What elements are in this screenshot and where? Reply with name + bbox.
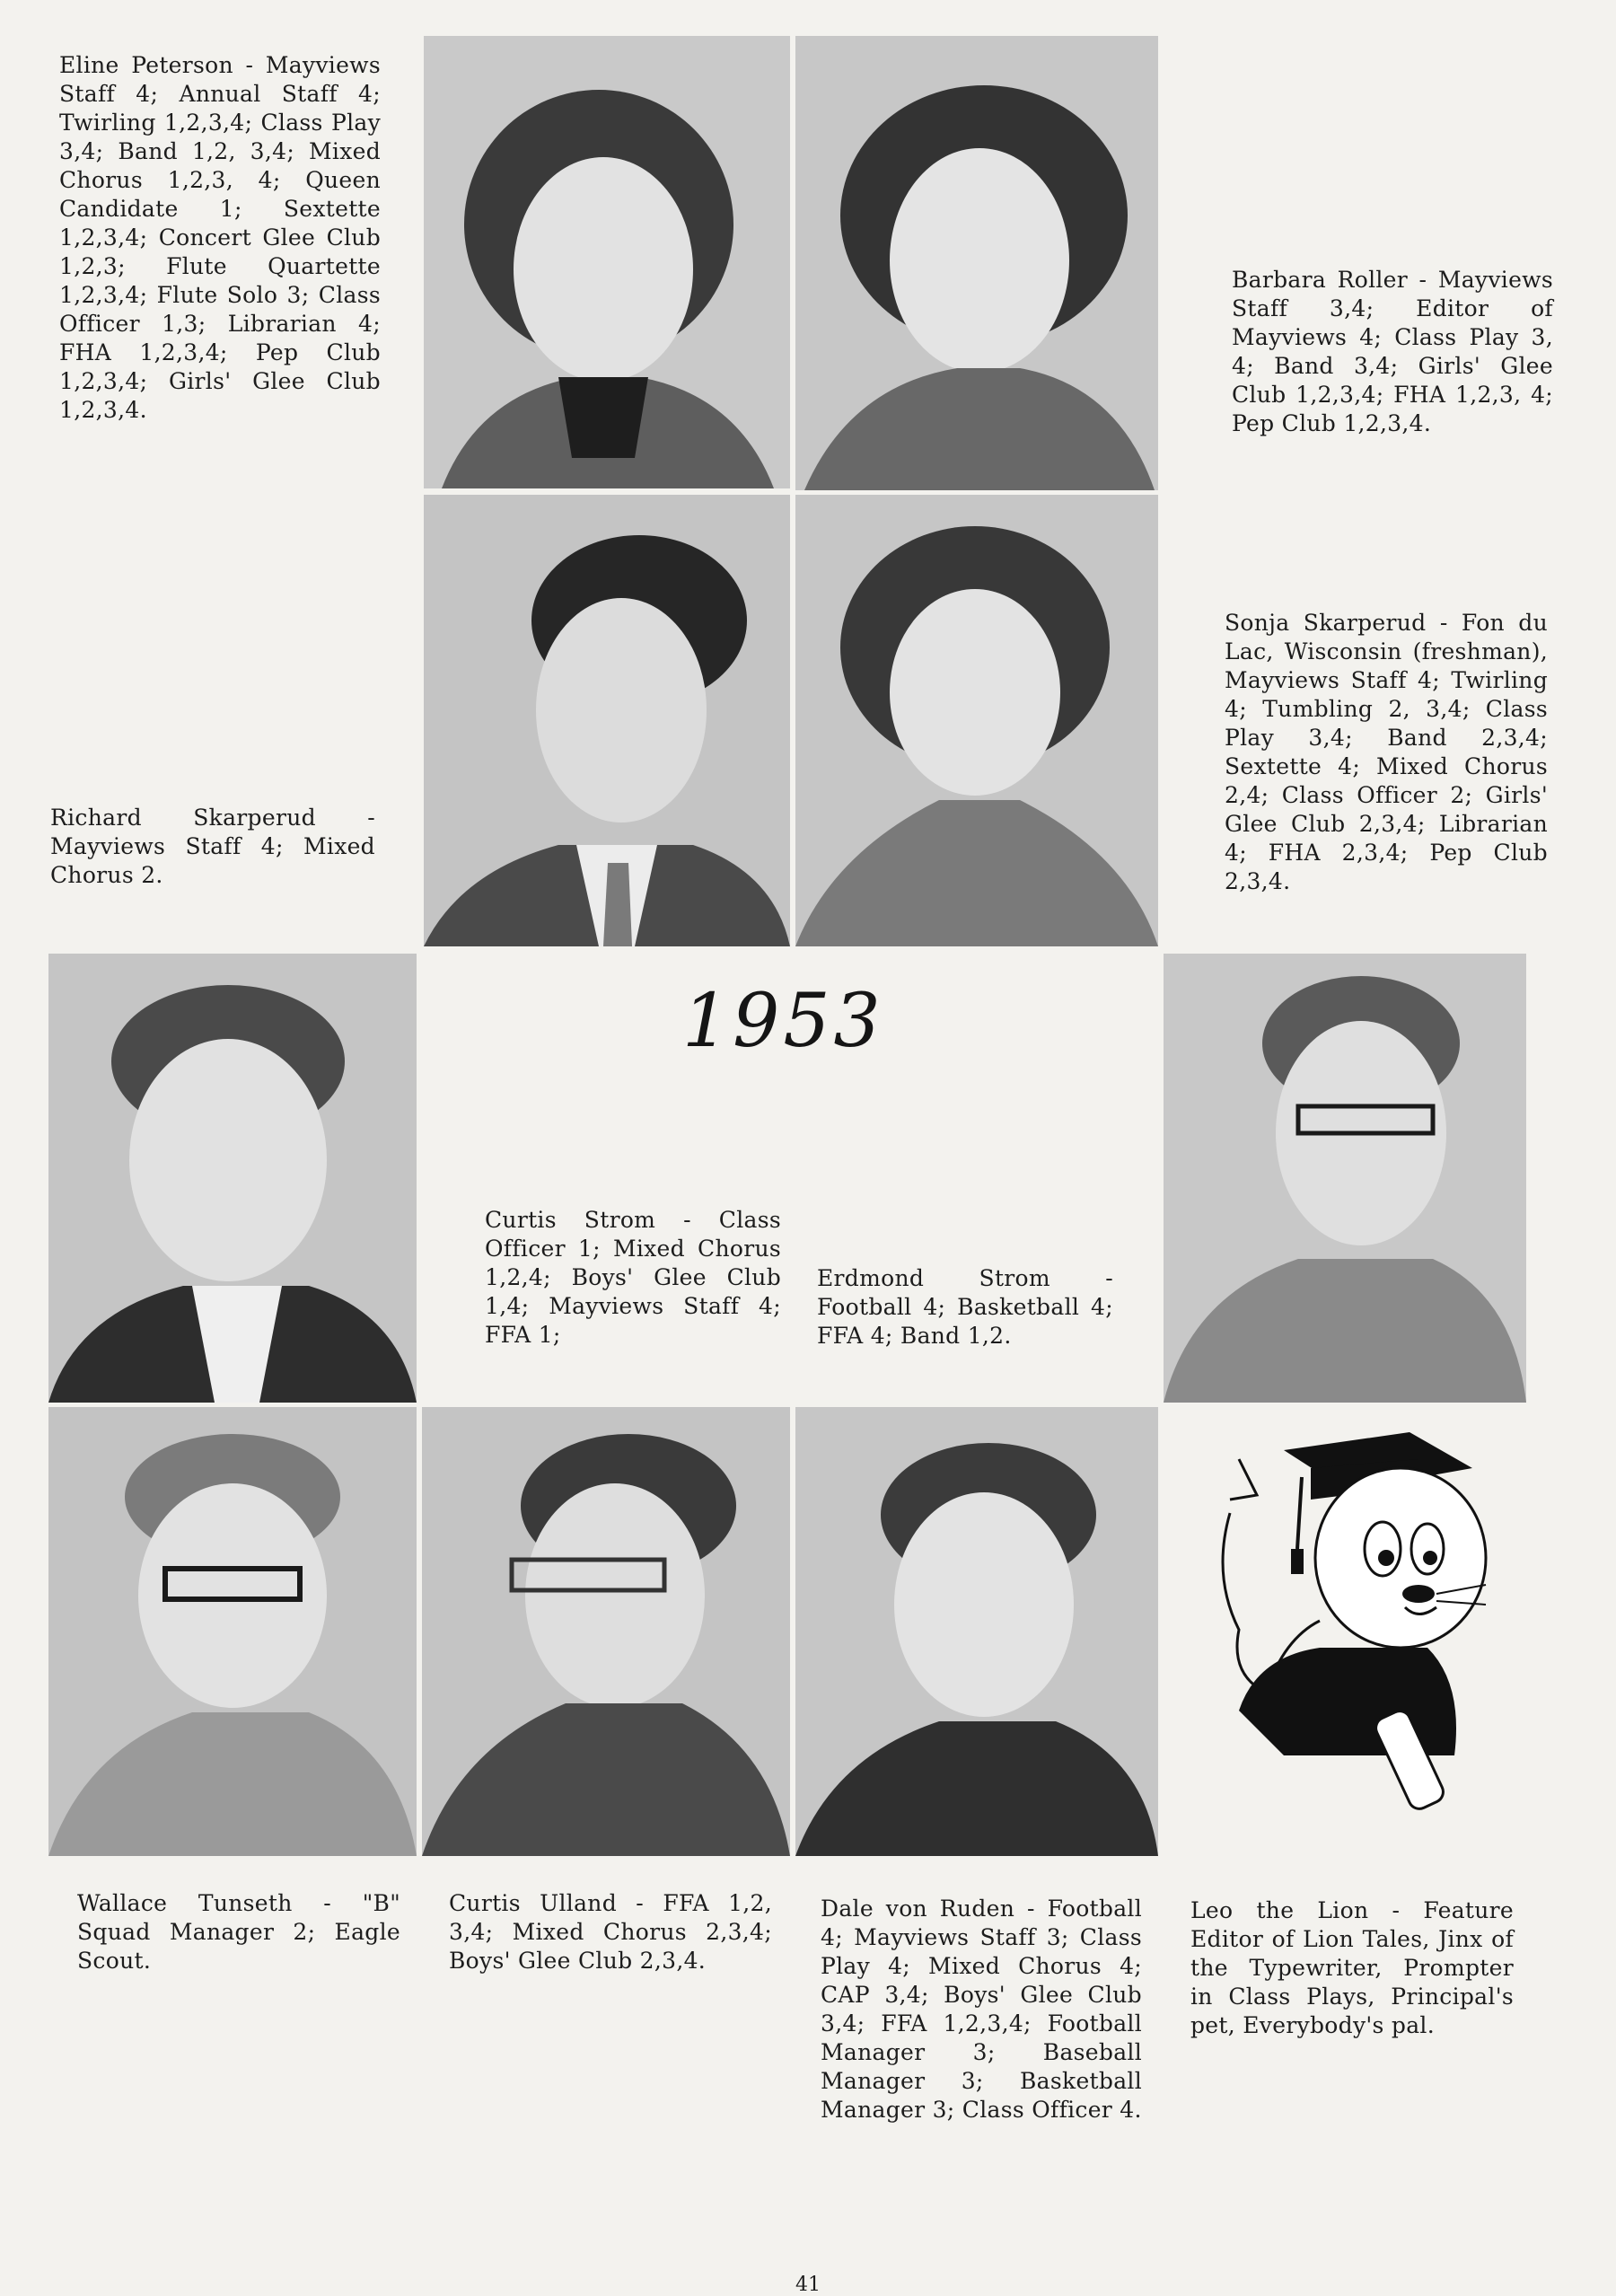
caption-richard-skarperud: Richard Skarperud - Mayviews Staff 4; Mixed Chorus 2. bbox=[50, 805, 375, 888]
portrait-sonja-skarperud bbox=[795, 495, 1158, 946]
caption-leo-the-lion: Leo the Lion - Feature Editor of Lion Tales, Jinx of the Typewriter, Prompter in Class Plays, Principal's pet, Everybody's pal. bbox=[1190, 1897, 1514, 2038]
page-number: 41 bbox=[795, 2274, 821, 2296]
caption-wallace-tunseth: Wallace Tunseth - "B" Squad Manager 2; Eagle Scout. bbox=[77, 1890, 400, 1974]
caption-curtis-ulland: Curtis Ulland - FFA 1,2, 3,4; Mixed Chorus 2,3,4; Boys' Glee Club 2,3,4. bbox=[449, 1890, 772, 1974]
portrait-curtis-strom bbox=[48, 954, 417, 1403]
portrait-curtis-ulland bbox=[422, 1407, 790, 1856]
caption-barbara-roller: Barbara Roller - Mayviews Staff 3,4; Editor of Mayviews 4; Class Play 3, 4; Band 3,4; Girls' Glee Club 1,2,3,4; FHA 1,2,3, 4; Pep Club 1,2,3,4. bbox=[1232, 267, 1553, 436]
caption-curtis-strom: Curtis Strom - Class Officer 1; Mixed Chorus 1,2,4; Boys' Glee Club 1,4; Mayviews Staff 4; FFA 1; bbox=[485, 1207, 781, 1348]
caption-sonja-skarperud: Sonja Skarperud - Fon du Lac, Wisconsin (freshman), Mayviews Staff 4; Twirling 4; Tumbling 2, 3,4; Class Play 3,4; Band 2,3,4; Sextette 4; Mixed Chorus 2,4; Class Officer 2; Girls' Glee Club 2,3,4; Librarian 4; FHA 2,3,4; Pep Club 2,3,4. bbox=[1225, 610, 1548, 894]
leo-the-lion-illustration bbox=[1203, 1414, 1490, 1836]
page-title-year: 1953 bbox=[682, 979, 884, 1064]
portrait-barbara-roller bbox=[795, 36, 1158, 490]
caption-erdmond-strom: Erdmond Strom - Football 4; Basketball 4; FFA 4; Band 1,2. bbox=[817, 1265, 1113, 1349]
portrait-dale-von-ruden bbox=[795, 1407, 1158, 1856]
caption-dale-von-ruden: Dale von Ruden - Football 4; Mayviews Staff 3; Class Play 4; Mixed Chorus 4; CAP 3,4; Boys' Glee Club 3,4; FFA 1,2,3,4; Football Manager 3; Baseball Manager 3; Basketball Manager 3; Class Officer 4. bbox=[821, 1896, 1142, 2123]
portrait-richard-skarperud bbox=[424, 495, 790, 946]
portrait-wallace-tunseth bbox=[48, 1407, 417, 1856]
portrait-erdmond-strom bbox=[1164, 954, 1526, 1403]
portrait-eline-peterson bbox=[424, 36, 790, 488]
caption-eline-peterson: Eline Peterson - Mayviews Staff 4; Annual Staff 4; Twirling 1,2,3,4; Class Play 3,4; Band 1,2, 3,4; Mixed Chorus 1,2,3, 4; Queen Candidate 1; Sextette 1,2,3,4; Concert Glee Club 1,2,3; Flute Quartette 1,2,3,4; Flute Solo 3; Class Officer 1,3; Librarian 4; FHA 1,2,3,4; Pep Club 1,2,3,4; Girls' Glee Club 1,2,3,4. bbox=[59, 52, 381, 423]
